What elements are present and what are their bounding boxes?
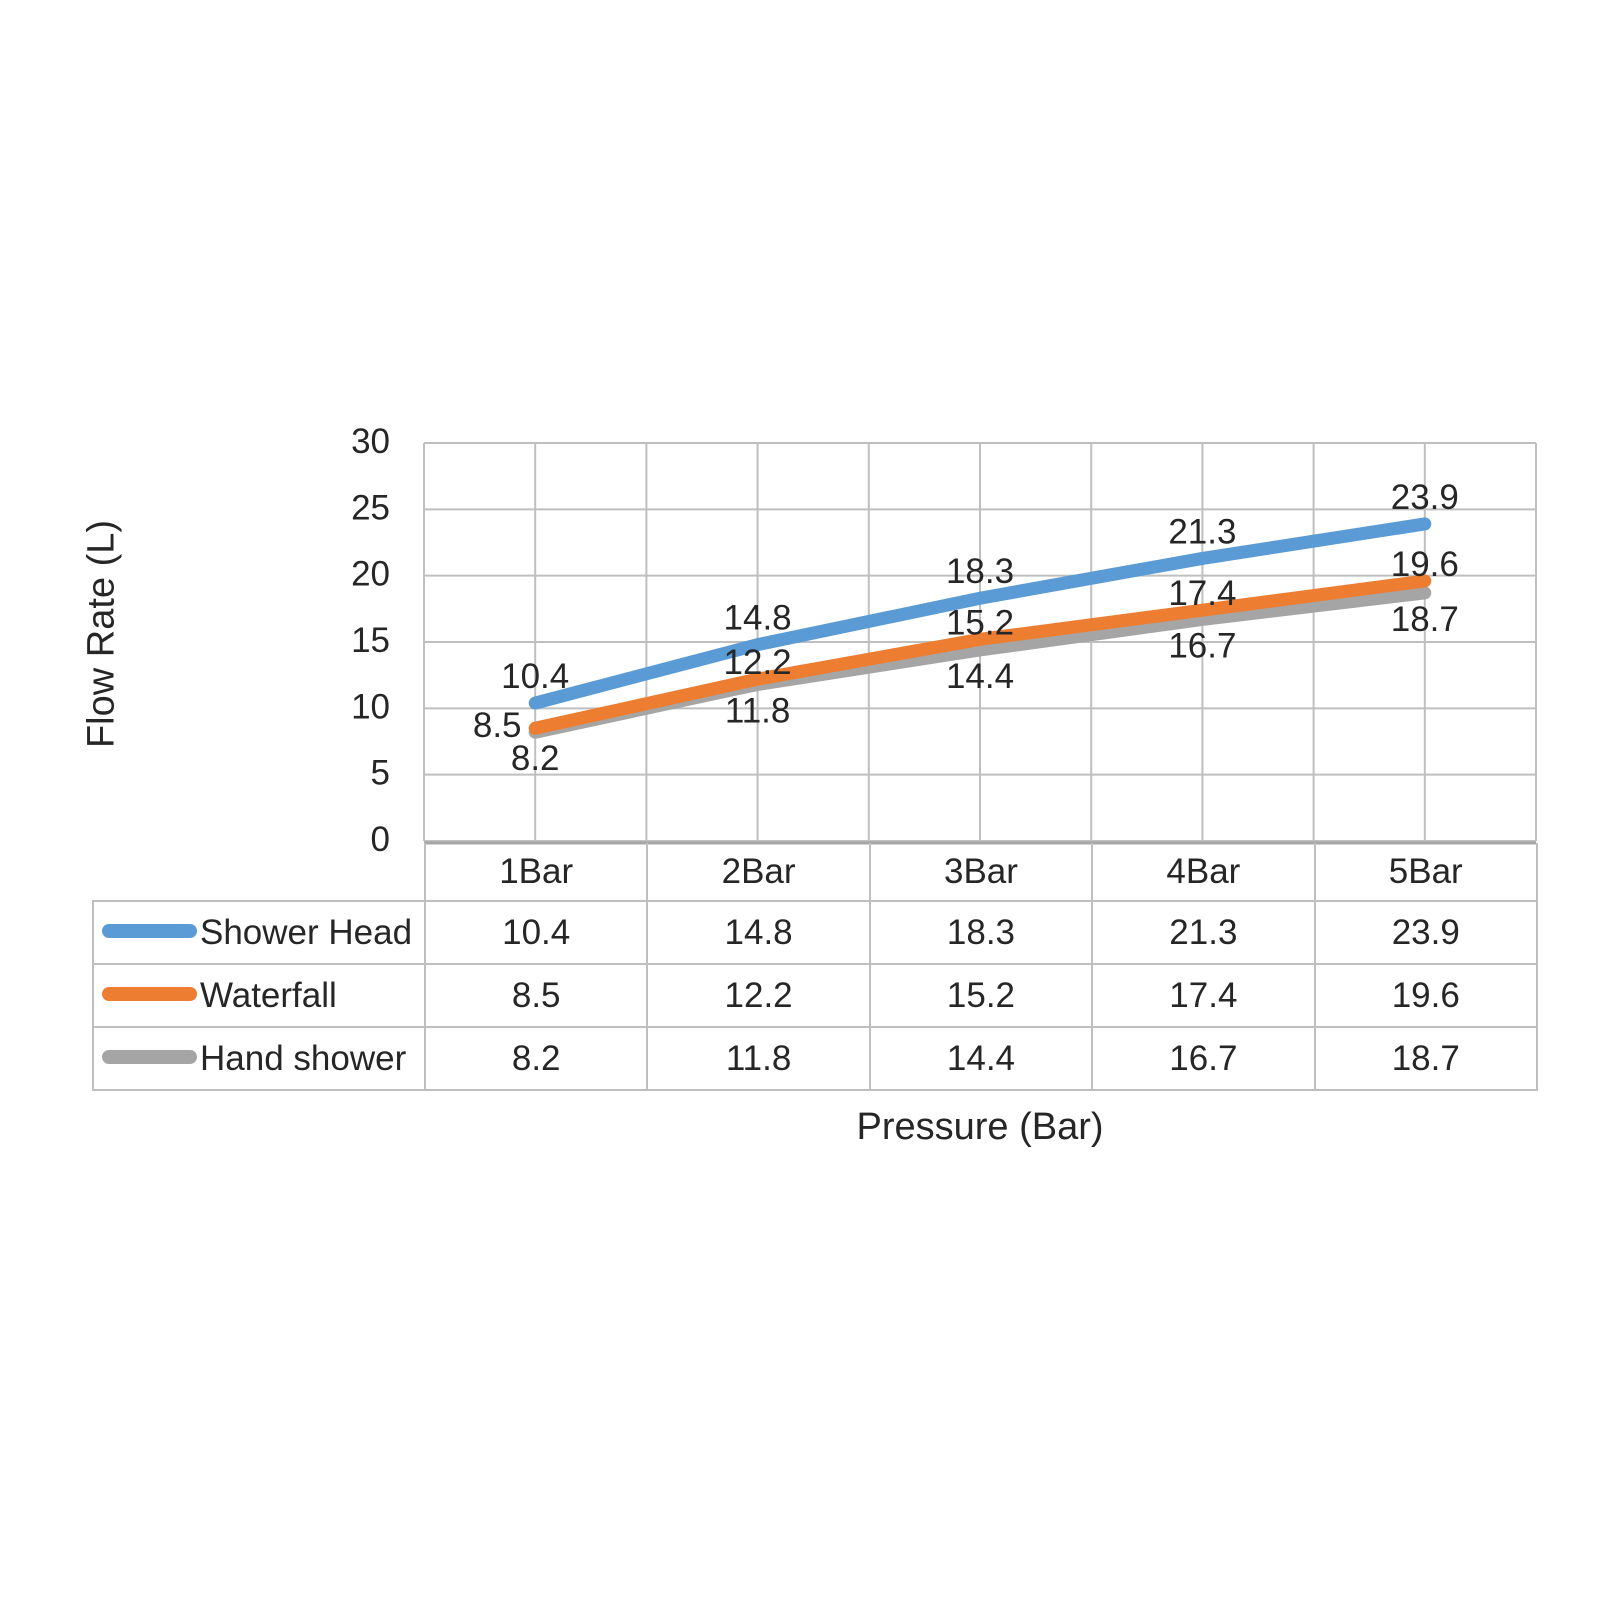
table-corner-cell <box>93 843 425 901</box>
table-row-hand-shower <box>93 1027 1537 1090</box>
y-axis-title: Flow Rate (L) <box>80 519 123 749</box>
value-cell: 8.5 <box>425 964 647 1027</box>
value-cell: 14.8 <box>647 901 869 964</box>
value-cell: 11.8 <box>647 1027 869 1090</box>
value-cell: 17.4 <box>1092 964 1314 1027</box>
y-tick-label: 25 <box>351 488 390 528</box>
legend-swatch-shower-head <box>102 924 197 938</box>
chart-data-table <box>92 843 1538 1091</box>
series-name-label: Hand shower <box>200 1038 407 1078</box>
data-label-waterfall: 15.2 <box>945 603 1015 643</box>
data-label-hand-shower: 11.8 <box>724 691 791 731</box>
data-label-shower-head: 10.4 <box>501 657 570 697</box>
data-label-shower-head: 21.3 <box>1168 512 1237 552</box>
data-label-waterfall: 19.6 <box>1390 544 1459 584</box>
data-label-hand-shower: 8.2 <box>510 739 560 779</box>
legend-swatch-hand-shower <box>102 1050 197 1064</box>
legend-cell-shower-head <box>93 901 425 964</box>
table-row-waterfall <box>93 964 1537 1027</box>
value-cell: 18.7 <box>1315 1027 1537 1090</box>
table-row-shower-head <box>93 901 1537 964</box>
legend-cell-hand-shower <box>93 1027 425 1090</box>
value-cell: 10.4 <box>425 901 647 964</box>
value-cell: 23.9 <box>1315 901 1537 964</box>
category-header-2bar: 2Bar <box>647 843 869 901</box>
data-label-waterfall: 17.4 <box>1168 574 1237 614</box>
y-tick-label: 10 <box>351 687 390 727</box>
value-cell: 15.2 <box>870 964 1092 1027</box>
value-cell: 12.2 <box>647 964 869 1027</box>
category-header-4bar: 4Bar <box>1092 843 1314 901</box>
y-tick-label: 15 <box>351 621 390 660</box>
legend-swatch-waterfall <box>102 987 197 1001</box>
value-cell: 14.4 <box>870 1027 1092 1090</box>
value-cell: 8.2 <box>425 1027 647 1090</box>
data-label-hand-shower: 16.7 <box>1168 626 1237 666</box>
x-axis-title: Pressure (Bar) <box>856 1106 1104 1148</box>
data-label-waterfall: 12.2 <box>723 643 792 683</box>
value-cell: 18.3 <box>870 901 1092 964</box>
value-cell: 19.6 <box>1315 964 1537 1027</box>
y-tick-label: 20 <box>351 554 390 594</box>
y-tick-label: 0 <box>370 820 390 859</box>
category-header-5bar: 5Bar <box>1315 843 1537 901</box>
data-label-shower-head: 18.3 <box>945 552 1015 592</box>
value-cell: 16.7 <box>1092 1027 1314 1090</box>
data-label-shower-head: 14.8 <box>723 598 792 638</box>
y-tick-label: 5 <box>370 753 390 793</box>
table-header-row <box>93 843 1537 901</box>
data-label-hand-shower: 18.7 <box>1390 599 1459 639</box>
data-label-hand-shower: 14.4 <box>945 656 1015 696</box>
series-name-label: Waterfall <box>200 975 337 1015</box>
category-header-1bar: 1Bar <box>425 843 647 901</box>
category-header-3bar: 3Bar <box>870 843 1092 901</box>
value-cell: 21.3 <box>1092 901 1314 964</box>
data-label-shower-head: 23.9 <box>1390 477 1459 517</box>
series-name-label: Shower Head <box>200 912 413 952</box>
legend-cell-waterfall <box>93 964 425 1027</box>
y-tick-label: 30 <box>351 422 390 461</box>
data-label-waterfall: 8.5 <box>472 706 522 746</box>
